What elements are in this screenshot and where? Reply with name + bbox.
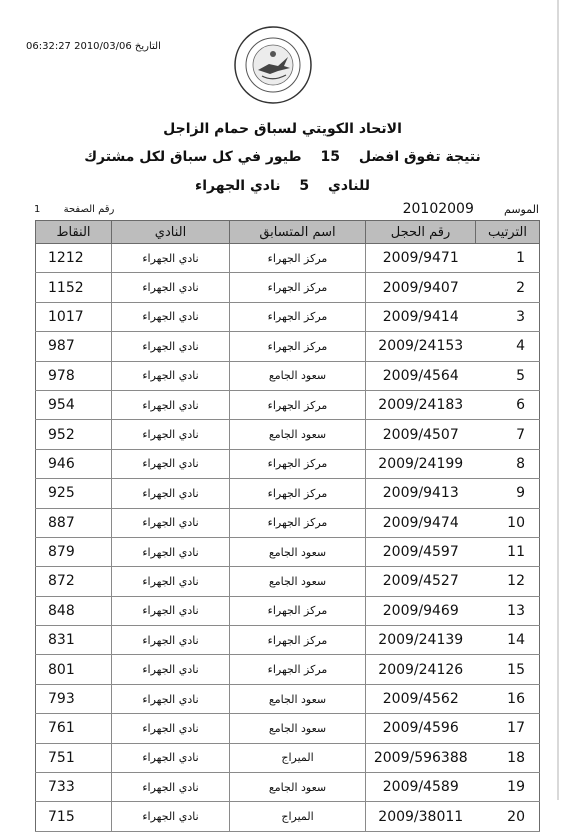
points-cell: 879: [36, 537, 112, 566]
competitor-name-cell: مركز الجهراء: [230, 655, 366, 684]
rank-cell: 10: [476, 508, 540, 537]
report-bird-count: 15: [320, 149, 340, 165]
points-cell: 952: [36, 420, 112, 449]
club-cell: نادي الجهراء: [112, 743, 230, 772]
competitor-name-cell: سعود الجامع: [230, 773, 366, 802]
points-cell: 751: [36, 743, 112, 772]
club-cell: نادي الجهراء: [112, 332, 230, 361]
points-cell: 715: [36, 802, 112, 831]
table-row: [36, 361, 540, 390]
date-label: التاريخ: [134, 41, 161, 52]
table-row: [36, 449, 540, 478]
competitor-name-cell: الميراج: [230, 743, 366, 772]
table-body: [36, 244, 540, 832]
rank-cell: 4: [476, 332, 540, 361]
rank-cell: 12: [476, 567, 540, 596]
rank-cell: 20: [476, 802, 540, 831]
competitor-name-cell: مركز الجهراء: [230, 479, 366, 508]
table-row: [36, 714, 540, 743]
ring-number-cell: 2009/4562: [366, 684, 476, 713]
rank-cell: 13: [476, 596, 540, 625]
table-row: [36, 743, 540, 772]
points-cell: 761: [36, 714, 112, 743]
page-number: [34, 204, 114, 215]
club-cell: نادي الجهراء: [112, 626, 230, 655]
season-label: الموسم: [504, 203, 539, 216]
club-label: للنادي: [328, 178, 370, 194]
rank-cell: 7: [476, 420, 540, 449]
points-cell: 1212: [36, 244, 112, 273]
competitor-name-cell: سعود الجامع: [230, 537, 366, 566]
club-cell: نادي الجهراء: [112, 508, 230, 537]
club-cell: نادي الجهراء: [112, 714, 230, 743]
competitor-name-cell: مركز الجهراء: [230, 302, 366, 331]
ring-number-cell: 2009/4597: [366, 537, 476, 566]
ring-number-cell: 2009/4589: [366, 773, 476, 802]
club-cell: نادي الجهراء: [112, 479, 230, 508]
club-cell: نادي الجهراء: [112, 537, 230, 566]
competitor-name-cell: سعود الجامع: [230, 567, 366, 596]
page-number-label: رقم الصفحة: [63, 204, 115, 215]
results-table: [35, 220, 540, 832]
points-cell: 1152: [36, 273, 112, 302]
season-info: [403, 201, 539, 217]
table-row: [36, 508, 540, 537]
competitor-name-cell: مركز الجهراء: [230, 508, 366, 537]
points-cell: 848: [36, 596, 112, 625]
points-cell: 925: [36, 479, 112, 508]
ring-number-cell: 2009/4596: [366, 714, 476, 743]
points-cell: 801: [36, 655, 112, 684]
rank-cell: 1: [476, 244, 540, 273]
club-cell: نادي الجهراء: [112, 596, 230, 625]
ring-number-cell: 2009/24139: [366, 626, 476, 655]
ring-number-cell: 2009/9474: [366, 508, 476, 537]
ring-number-cell: 2009/4527: [366, 567, 476, 596]
rank-cell: 9: [476, 479, 540, 508]
ring-number-cell: 2009/4507: [366, 420, 476, 449]
club-name: نادي الجهراء: [195, 178, 281, 194]
club-cell: نادي الجهراء: [112, 449, 230, 478]
report-title-suffix: طيور في كل سباق لكل مشترك: [84, 149, 302, 165]
competitor-name-cell: سعود الجامع: [230, 420, 366, 449]
table-row: [36, 684, 540, 713]
club-cell: نادي الجهراء: [112, 420, 230, 449]
rank-cell: 5: [476, 361, 540, 390]
ring-number-cell: 2009/9414: [366, 302, 476, 331]
points-cell: 887: [36, 508, 112, 537]
rank-cell: 16: [476, 684, 540, 713]
club-cell: نادي الجهراء: [112, 273, 230, 302]
table-row: [36, 332, 540, 361]
points-cell: 954: [36, 390, 112, 419]
competitor-name-cell: مركز الجهراء: [230, 626, 366, 655]
ring-number-cell: 2009/596388: [366, 743, 476, 772]
ring-number-cell: 2009/9469: [366, 596, 476, 625]
column-header-points: النقاط: [36, 221, 112, 244]
club-cell: نادي الجهراء: [112, 773, 230, 802]
rank-cell: 8: [476, 449, 540, 478]
points-cell: 987: [36, 332, 112, 361]
ring-number-cell: 2009/9413: [366, 479, 476, 508]
ring-number-cell: 2009/24126: [366, 655, 476, 684]
column-header-rank: الترتيب: [476, 221, 540, 244]
column-header-club: النادي: [112, 221, 230, 244]
table-row: [36, 479, 540, 508]
rank-cell: 18: [476, 743, 540, 772]
column-header-ring: رقم الحجل: [366, 221, 476, 244]
points-cell: 872: [36, 567, 112, 596]
competitor-name-cell: الميراج: [230, 802, 366, 831]
points-cell: 946: [36, 449, 112, 478]
table-row: [36, 420, 540, 449]
rank-cell: 2: [476, 273, 540, 302]
ring-number-cell: 2009/24183: [366, 390, 476, 419]
ring-number-cell: 2009/4564: [366, 361, 476, 390]
report-title: [0, 149, 565, 165]
scan-edge-line: [557, 0, 559, 800]
points-cell: 1017: [36, 302, 112, 331]
club-number: 5: [299, 178, 310, 194]
rank-cell: 11: [476, 537, 540, 566]
table-row: [36, 567, 540, 596]
table-row: [36, 655, 540, 684]
ring-number-cell: 2009/24153: [366, 332, 476, 361]
rank-cell: 15: [476, 655, 540, 684]
report-title-prefix: نتيجة تفوق افضل: [358, 149, 481, 165]
competitor-name-cell: سعود الجامع: [230, 361, 366, 390]
ring-number-cell: 2009/9471: [366, 244, 476, 273]
ring-number-cell: 2009/38011: [366, 802, 476, 831]
table-row: [36, 302, 540, 331]
club-heading: [0, 178, 565, 194]
print-date: [16, 41, 161, 52]
rank-cell: 6: [476, 390, 540, 419]
federation-logo: [232, 24, 314, 106]
competitor-name-cell: مركز الجهراء: [230, 390, 366, 419]
club-cell: نادي الجهراء: [112, 302, 230, 331]
table-row: [36, 802, 540, 831]
table-row: [36, 596, 540, 625]
season-value: 20102009: [402, 201, 474, 217]
club-cell: نادي الجهراء: [112, 244, 230, 273]
table-row: [36, 537, 540, 566]
competitor-name-cell: مركز الجهراء: [230, 273, 366, 302]
competitor-name-cell: سعود الجامع: [230, 684, 366, 713]
points-cell: 978: [36, 361, 112, 390]
competitor-name-cell: مركز الجهراء: [230, 332, 366, 361]
table-row: [36, 773, 540, 802]
rank-cell: 3: [476, 302, 540, 331]
club-cell: نادي الجهراء: [112, 390, 230, 419]
club-cell: نادي الجهراء: [112, 361, 230, 390]
club-cell: نادي الجهراء: [112, 802, 230, 831]
club-cell: نادي الجهراء: [112, 567, 230, 596]
competitor-name-cell: سعود الجامع: [230, 714, 366, 743]
club-cell: نادي الجهراء: [112, 684, 230, 713]
ring-number-cell: 2009/9407: [366, 273, 476, 302]
organization-title: الاتحاد الكويتي لسباق حمام الزاجل: [163, 121, 402, 137]
ring-number-cell: 2009/24199: [366, 449, 476, 478]
date-value: 06:32:27 2010/03/06: [26, 41, 132, 52]
competitor-name-cell: مركز الجهراء: [230, 449, 366, 478]
points-cell: 733: [36, 773, 112, 802]
table-row: [36, 626, 540, 655]
table-row: [36, 390, 540, 419]
table-row: [36, 273, 540, 302]
page-number-value: 1: [34, 204, 41, 215]
table-header-row: [36, 221, 540, 244]
column-header-name: اسم المتسابق: [230, 221, 366, 244]
table-row: [36, 244, 540, 273]
rank-cell: 14: [476, 626, 540, 655]
rank-cell: 19: [476, 773, 540, 802]
points-cell: 831: [36, 626, 112, 655]
rank-cell: 17: [476, 714, 540, 743]
competitor-name-cell: مركز الجهراء: [230, 244, 366, 273]
points-cell: 793: [36, 684, 112, 713]
club-cell: نادي الجهراء: [112, 655, 230, 684]
competitor-name-cell: مركز الجهراء: [230, 596, 366, 625]
